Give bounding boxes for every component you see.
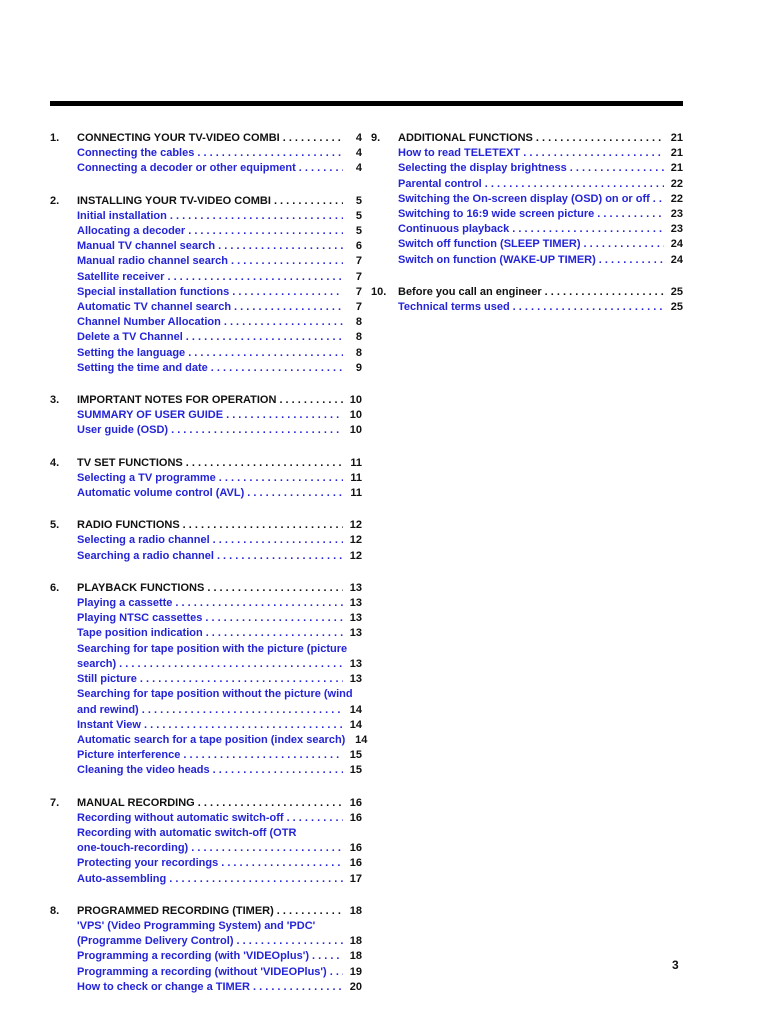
toc-item-label-continued: one-touch-recording) — [77, 842, 189, 855]
toc-item-label-continued: (Programme Delivery Control) — [77, 935, 234, 948]
toc-item-page: 23 — [670, 223, 683, 236]
toc-section — [50, 456, 362, 502]
toc-item-link[interactable] — [398, 177, 683, 192]
toc-section-title: RADIO FUNCTIONS — [77, 519, 180, 532]
dot-leader — [287, 811, 343, 826]
toc-item-page: 12 — [349, 549, 362, 562]
toc-section-number: 3. — [50, 394, 60, 407]
dot-leader — [186, 456, 343, 471]
toc-section-title: TV SET FUNCTIONS — [77, 456, 183, 469]
toc-item-label: Manual TV channel search — [77, 240, 216, 253]
toc-section-page: 12 — [349, 519, 362, 532]
toc-item-page: 6 — [355, 240, 362, 253]
toc-column-left — [50, 131, 368, 1012]
toc-item-page: 19 — [349, 965, 362, 978]
dot-leader — [170, 209, 343, 224]
toc-item-label: Continuous playback — [398, 223, 510, 236]
toc-section-title: Before you call an engineer — [398, 285, 542, 298]
toc-item-link[interactable] — [77, 209, 362, 224]
toc-section-title: CONNECTING YOUR TV-VIDEO COMBI — [77, 132, 280, 144]
toc-item-link[interactable] — [77, 872, 362, 887]
dot-leader — [226, 408, 343, 423]
toc-item-label-continued: search) — [77, 657, 117, 670]
toc-item-page: 14 — [355, 733, 368, 746]
toc-section-title: ADDITIONAL FUNCTIONS — [398, 132, 533, 144]
toc-section-page: 13 — [349, 581, 362, 594]
toc-item-link[interactable] — [398, 222, 683, 237]
toc-item-label: Selecting a radio channel — [77, 534, 210, 547]
toc-item-page: 17 — [349, 872, 362, 885]
dot-leader — [197, 146, 343, 161]
toc-item-label: Manual radio channel search — [77, 255, 228, 268]
toc-item-link[interactable] — [77, 748, 362, 763]
toc-item-page: 7 — [355, 255, 362, 268]
dot-leader — [188, 224, 343, 239]
toc-section-title: MANUAL RECORDING — [77, 796, 195, 809]
toc-section-heading[interactable] — [77, 456, 362, 471]
toc-item-page: 15 — [349, 749, 362, 762]
dot-leader — [183, 748, 343, 763]
toc-section-page: 25 — [670, 285, 683, 298]
toc-section — [50, 131, 362, 177]
toc-item-label: Allocating a decoder — [77, 225, 186, 238]
dot-leader — [536, 131, 664, 146]
toc-item-page: 7 — [355, 301, 362, 314]
toc-section-number: 4. — [50, 456, 60, 469]
toc-item-link[interactable] — [77, 408, 362, 423]
toc-section-number: 9. — [371, 132, 381, 144]
dot-leader — [211, 361, 343, 376]
toc-section-heading[interactable] — [77, 581, 362, 596]
toc-section-heading[interactable] — [77, 518, 362, 533]
toc-item-link-continued[interactable] — [77, 841, 362, 856]
toc-section-page: 16 — [349, 796, 362, 809]
toc-item-link[interactable] — [77, 254, 362, 269]
toc-item-label: Tape position indication — [77, 627, 203, 640]
toc-section-title: PLAYBACK FUNCTIONS — [77, 581, 205, 594]
toc-item-link[interactable] — [77, 239, 362, 254]
toc-item-link[interactable] — [398, 207, 683, 222]
toc-section-body — [398, 131, 683, 268]
toc-item-page: 20 — [349, 980, 362, 993]
toc-item-page: 16 — [349, 857, 362, 870]
toc-section — [50, 518, 362, 564]
toc-section-heading[interactable] — [77, 904, 362, 919]
toc-item-label: Recording without automatic switch-off — [77, 811, 284, 824]
dot-leader — [570, 161, 664, 176]
toc-section-heading[interactable] — [77, 131, 362, 146]
toc-item-link[interactable] — [77, 733, 368, 748]
toc-item-page: 13 — [349, 673, 362, 686]
toc-item-link[interactable] — [77, 471, 362, 486]
toc-section-page: 5 — [355, 194, 362, 207]
toc-item-link[interactable] — [77, 856, 362, 871]
toc-item-link[interactable] — [77, 300, 362, 315]
toc-section-number: 1. — [50, 132, 60, 144]
toc-section-body — [398, 285, 683, 315]
dot-leader — [236, 934, 343, 949]
toc-item-label: Instant View — [77, 718, 141, 731]
dot-leader — [142, 703, 343, 718]
toc-item-link-continued[interactable] — [77, 657, 362, 672]
toc-item-page: 18 — [349, 935, 362, 948]
toc-item-label: Recording with automatic switch-off (OTR — [77, 826, 297, 839]
toc-item-link[interactable] — [77, 965, 362, 980]
toc-section-number: 5. — [50, 519, 60, 532]
toc-section-heading[interactable] — [77, 194, 362, 209]
dot-leader — [186, 330, 343, 345]
page-number: 3 — [672, 958, 679, 972]
toc-item-page: 13 — [349, 597, 362, 610]
toc-item-label: Technical terms used — [398, 301, 510, 314]
toc-item-link-continued[interactable] — [77, 703, 362, 718]
toc-item-link[interactable] — [398, 237, 683, 252]
toc-item-link[interactable] — [398, 146, 683, 161]
dot-leader — [247, 486, 343, 501]
toc-section-body — [77, 456, 362, 502]
toc-section — [50, 796, 362, 887]
dot-leader — [171, 423, 343, 438]
dot-leader — [312, 949, 343, 964]
toc-item-label: Connecting a decoder or other equipment — [77, 162, 296, 175]
toc-item-link[interactable] — [77, 642, 362, 657]
toc-item-label: 'VPS' (Video Programming System) and 'PDC' — [77, 919, 316, 932]
toc-item-link[interactable] — [77, 596, 362, 611]
toc-section-number: 2. — [50, 194, 60, 207]
toc-item-label: Searching a radio channel — [77, 549, 214, 562]
dot-leader — [584, 237, 664, 252]
toc-section-title: INSTALLING YOUR TV-VIDEO COMBI — [77, 194, 271, 207]
dot-leader — [167, 270, 343, 285]
toc-item-label: How to check or change a TIMER — [77, 980, 250, 993]
toc-section-body — [77, 131, 362, 177]
toc-item-label: Switch off function (SLEEP TIMER) — [398, 238, 581, 251]
dot-leader — [221, 856, 343, 871]
toc-section-body — [77, 904, 362, 995]
dot-leader — [234, 300, 343, 315]
toc-item-label: Switching the On-screen display (OSD) on or off — [398, 192, 650, 205]
toc-item-label: Selecting a TV programme — [77, 471, 216, 484]
toc-item-label: Automatic search for a tape position (index search) — [77, 733, 346, 746]
toc-section-number: 10. — [371, 285, 387, 298]
toc-item-link[interactable] — [77, 980, 362, 995]
toc-section-body — [77, 393, 362, 439]
toc-item-link[interactable] — [77, 423, 362, 438]
toc-item-page: 11 — [350, 471, 362, 484]
toc-section-page: 4 — [355, 132, 362, 144]
dot-leader — [299, 161, 343, 176]
toc-item-page: 4 — [355, 147, 362, 160]
dot-leader — [183, 518, 343, 533]
dot-leader — [140, 672, 343, 687]
toc-item-label: Setting the time and date — [77, 361, 208, 374]
dot-leader — [198, 796, 343, 811]
toc-item-label: Searching for tape position without the picture (wind — [77, 688, 353, 701]
toc-section-body — [77, 581, 368, 779]
toc-item-label: Connecting the cables — [77, 147, 195, 160]
toc-item-label: Automatic TV channel search — [77, 301, 232, 314]
toc-item-link[interactable] — [77, 315, 362, 330]
dot-leader — [597, 207, 664, 222]
toc-item-page: 5 — [355, 209, 362, 222]
toc-item-page: 12 — [349, 534, 362, 547]
toc-item-page: 21 — [670, 147, 683, 160]
toc-column-right — [371, 131, 683, 332]
toc-item-label: Switch on function (WAKE-UP TIMER) — [398, 253, 596, 266]
dot-leader — [206, 626, 343, 641]
toc-item-link[interactable] — [77, 224, 362, 239]
toc-item-page: 16 — [349, 811, 362, 824]
toc-item-label: Setting the language — [77, 346, 186, 359]
toc-item-label: Delete a TV Channel — [77, 331, 183, 344]
dot-leader — [169, 872, 343, 887]
toc-item-link-continued[interactable] — [77, 934, 362, 949]
toc-section-number: 8. — [50, 904, 60, 917]
toc-item-label: Picture interference — [77, 749, 181, 762]
dot-leader — [213, 533, 343, 548]
dot-leader — [653, 192, 664, 207]
toc-item-link[interactable] — [398, 253, 683, 268]
dot-leader — [188, 346, 343, 361]
toc-item-page: 13 — [349, 612, 362, 625]
toc-item-label: Searching for tape position with the picture (picture — [77, 642, 348, 655]
toc-item-page: 7 — [355, 270, 362, 283]
toc-item-link[interactable] — [77, 549, 362, 564]
toc-item-link[interactable] — [77, 687, 362, 702]
dot-leader — [277, 904, 343, 919]
toc-item-page: 10 — [349, 409, 362, 422]
toc-item-label: Still picture — [77, 673, 137, 686]
toc-item-label: Programming a recording (without 'VIDEOPlus') — [77, 965, 327, 978]
toc-item-label: Automatic volume control (AVL) — [77, 487, 245, 500]
toc-section-heading[interactable] — [398, 285, 683, 300]
toc-item-page: 14 — [349, 703, 362, 716]
toc-item-label: Playing a cassette — [77, 597, 173, 610]
toc-item-page: 22 — [670, 177, 683, 190]
toc-item-label: SUMMARY OF USER GUIDE — [77, 409, 224, 422]
toc-section — [50, 581, 368, 779]
toc-item-link[interactable] — [77, 486, 362, 501]
toc-section-heading[interactable] — [77, 393, 362, 408]
toc-item-label: Channel Number Allocation — [77, 316, 221, 329]
toc-item-label: Special installation functions — [77, 285, 230, 298]
toc-item-label: User guide (OSD) — [77, 424, 169, 437]
toc-section-page: 10 — [349, 394, 362, 407]
toc-item-label: Initial installation — [77, 209, 167, 222]
toc-item-page: 24 — [670, 238, 683, 251]
toc-item-page: 15 — [349, 764, 362, 777]
toc-item-page: 25 — [670, 301, 683, 314]
toc-section — [50, 393, 362, 439]
toc-section-title: IMPORTANT NOTES FOR OPERATION — [77, 394, 277, 407]
dot-leader — [232, 285, 343, 300]
toc-item-page: 4 — [355, 162, 362, 175]
toc-item-page: 5 — [355, 225, 362, 238]
toc-item-link[interactable] — [77, 346, 362, 361]
toc-item-label: Switching to 16:9 wide screen picture — [398, 208, 595, 221]
toc-section — [50, 194, 362, 376]
dot-leader — [217, 549, 343, 564]
toc-item-link[interactable] — [77, 718, 362, 733]
toc-section-body — [77, 796, 362, 887]
toc-item-link[interactable] — [77, 763, 362, 778]
toc-item-page: 8 — [355, 346, 362, 359]
toc-item-label: Cleaning the video heads — [77, 764, 210, 777]
toc-item-label: Playing NTSC cassettes — [77, 612, 203, 625]
toc-item-page: 7 — [355, 285, 362, 298]
toc-section — [371, 285, 683, 315]
toc-section-heading[interactable] — [398, 131, 683, 146]
top-rule — [50, 101, 683, 106]
dot-leader — [512, 222, 664, 237]
dot-leader — [144, 718, 343, 733]
toc-item-page: 8 — [355, 331, 362, 344]
toc-item-page: 9 — [355, 361, 362, 374]
dot-leader — [191, 841, 343, 856]
toc-item-label: Parental control — [398, 177, 482, 190]
dot-leader — [175, 596, 343, 611]
dot-leader — [283, 131, 343, 146]
toc-section-page: 11 — [350, 456, 362, 469]
toc-item-page: 14 — [349, 718, 362, 731]
toc-item-label: Satellite receiver — [77, 270, 165, 283]
toc-item-page: 21 — [670, 162, 683, 175]
toc-item-link[interactable] — [77, 672, 362, 687]
toc-item-link[interactable] — [77, 811, 362, 826]
toc-item-link[interactable] — [77, 285, 362, 300]
dot-leader — [224, 315, 343, 330]
toc-item-link[interactable] — [77, 533, 362, 548]
dot-leader — [219, 471, 343, 486]
toc-item-link[interactable] — [77, 270, 362, 285]
toc-item-label: Programming a recording (with 'VIDEOplus') — [77, 950, 309, 963]
toc-item-page: 22 — [670, 192, 683, 205]
toc-item-page: 24 — [670, 253, 683, 266]
toc-item-page: 11 — [350, 487, 362, 500]
toc-section-page: 21 — [670, 132, 683, 144]
toc-section-body — [77, 194, 362, 376]
toc-item-link[interactable] — [398, 300, 683, 315]
toc-section — [50, 904, 362, 995]
toc-section-heading[interactable] — [77, 796, 362, 811]
toc-item-label: Auto-assembling — [77, 872, 167, 885]
toc-item-page: 18 — [349, 950, 362, 963]
dot-leader — [274, 194, 343, 209]
toc-section-page: 18 — [349, 904, 362, 917]
toc-item-label: Selecting the display brightness — [398, 162, 567, 175]
toc-section-body — [77, 518, 362, 564]
dot-leader — [231, 254, 343, 269]
toc-item-page: 13 — [349, 627, 362, 640]
toc-item-page: 13 — [349, 657, 362, 670]
toc-section — [371, 131, 683, 268]
toc-item-link[interactable] — [77, 826, 362, 841]
toc-item-link[interactable] — [77, 361, 362, 376]
dot-leader — [485, 177, 664, 192]
toc-item-page: 8 — [355, 316, 362, 329]
toc-section-number: 6. — [50, 581, 60, 594]
toc-item-link[interactable] — [77, 161, 362, 176]
toc-item-page: 23 — [670, 208, 683, 221]
dot-leader — [513, 300, 664, 315]
dot-leader — [599, 253, 664, 268]
toc-item-page: 16 — [349, 842, 362, 855]
dot-leader — [545, 285, 664, 300]
toc-item-link[interactable] — [77, 919, 362, 934]
toc-item-link[interactable] — [77, 146, 362, 161]
toc-item-label: Protecting your recordings — [77, 857, 219, 870]
toc-item-link[interactable] — [77, 949, 362, 964]
dot-leader — [253, 980, 343, 995]
dot-leader — [330, 965, 343, 980]
dot-leader — [207, 581, 343, 596]
dot-leader — [119, 657, 343, 672]
dot-leader — [218, 239, 343, 254]
dot-leader — [213, 763, 343, 778]
toc-section-title: PROGRAMMED RECORDING (TIMER) — [77, 904, 274, 917]
toc-item-link[interactable] — [77, 626, 362, 641]
toc-item-link[interactable] — [398, 161, 683, 176]
dot-leader — [523, 146, 664, 161]
toc-item-link[interactable] — [398, 192, 683, 207]
toc-section-number: 7. — [50, 796, 60, 809]
toc-item-label-continued: and rewind) — [77, 703, 139, 716]
toc-item-page: 10 — [349, 424, 362, 437]
toc-item-label: How to read TELETEXT — [398, 147, 521, 160]
toc-item-link[interactable] — [77, 330, 362, 345]
dot-leader — [205, 611, 343, 626]
toc-item-link[interactable] — [77, 611, 362, 626]
dot-leader — [279, 393, 343, 408]
